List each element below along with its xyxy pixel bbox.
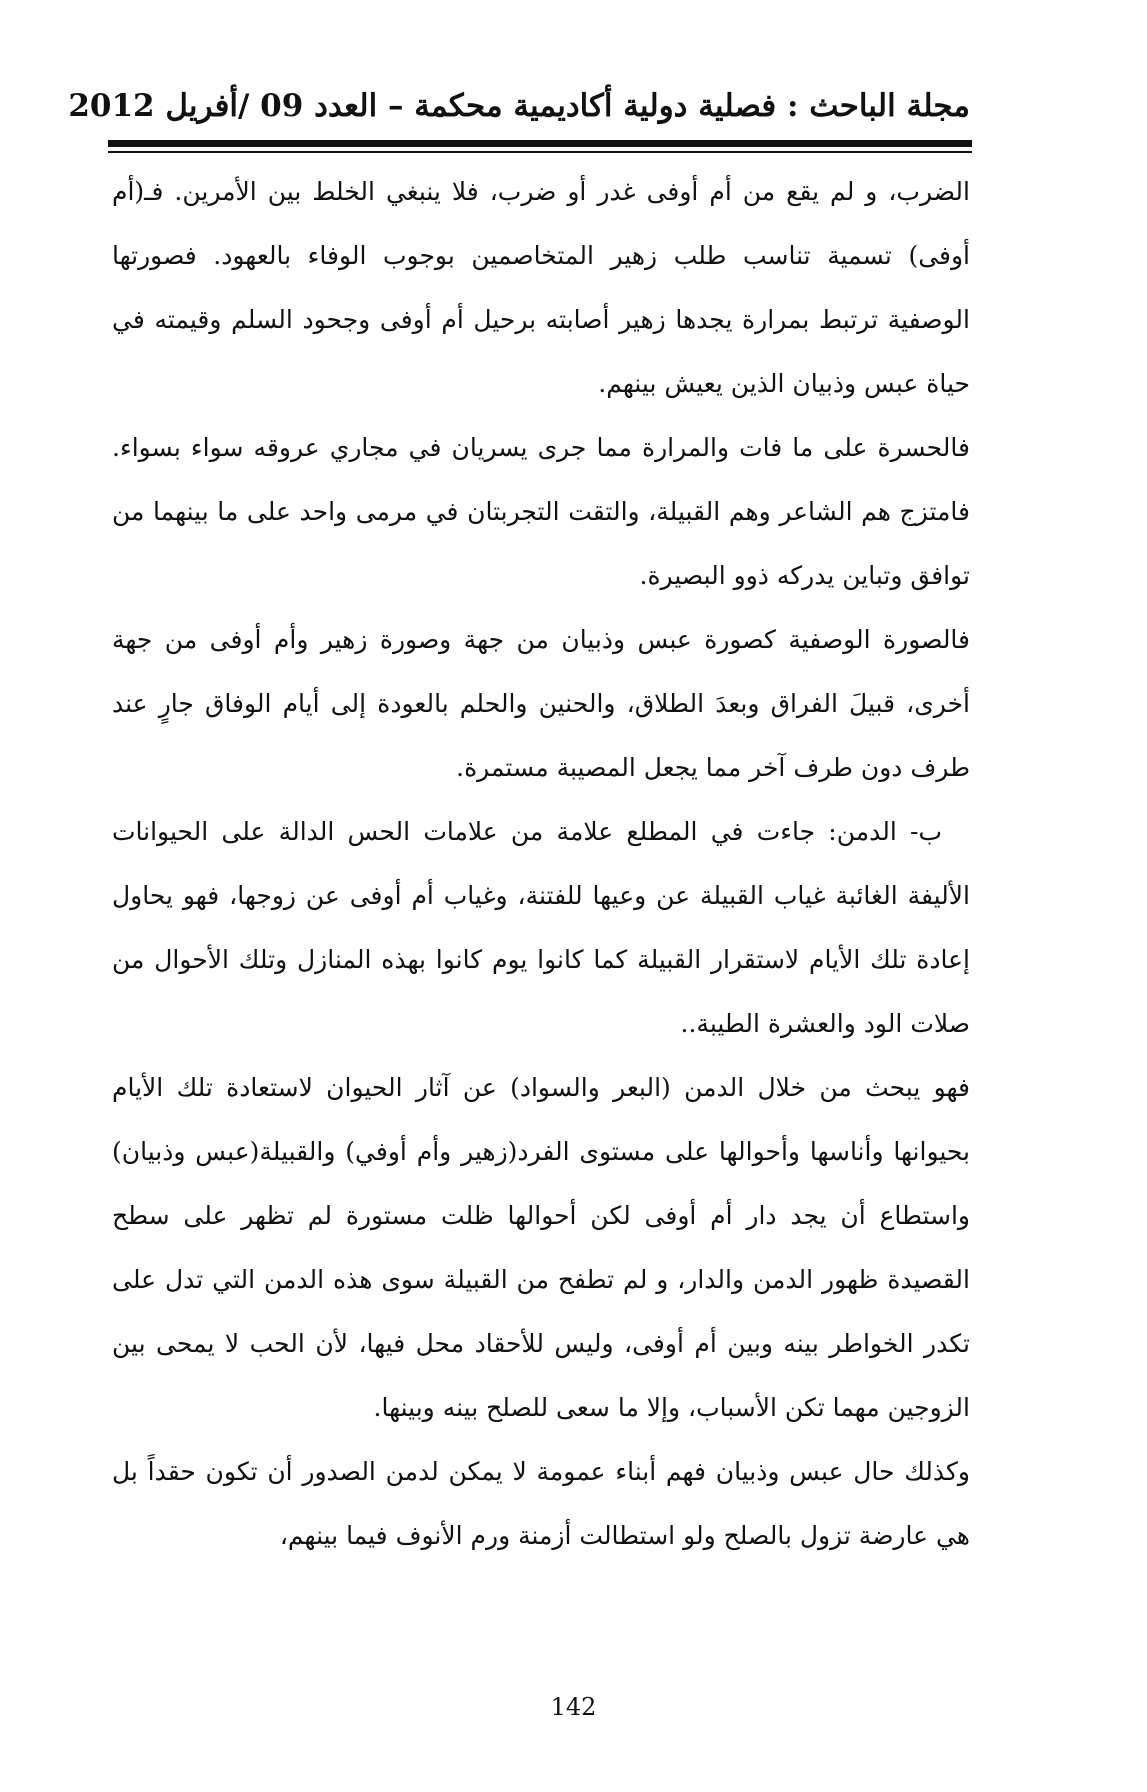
header-rule-thick — [108, 140, 972, 147]
paragraph: فالحسرة على ما فات والمرارة مما جرى يسريان في مجاري عروقه سواء بسواء. فامتزج هم الشاعر وهم القبيلة، والتقت التجربتان في مرمى واحد على ما بينهما من توافق وتباين يدركه ذوو البصيرة. — [112, 433, 970, 590]
paragraph: الضرب، و لم يقع من أم أوفى غدر أو ضرب، فلا ينبغي الخلط بين الأمرين. فـ(أم أوفى) تسمية تناسب طلب زهير المتخاصمين بوجوب الوفاء بالعهود. فصورتها الوصفية ترتبط بمرارة يجدها زهير أصابته برحيل أم أوفى وجحود السلم وقيمته في حياة عبس وذبيان الذين يعيش بينهم. — [112, 177, 970, 398]
body-text — [112, 160, 970, 1568]
journal-header: مجلة الباحث : فصلية دولية أكاديمية محكمة – العدد 09 /أفريل 2012 — [68, 88, 970, 124]
paragraph: وكذلك حال عبس وذبيان فهم أبناء عمومة لا يمكن لدمن الصدور أن تكون حقداً بل هي عارضة تزول بالصلح ولو استطالت أزمنة ورم الأنوف فيما بينهم، — [112, 1457, 970, 1550]
page-number: 142 — [550, 1693, 597, 1721]
paragraph: فهو يبحث من خلال الدمن (البعر والسواد) عن آثار الحيوان لاستعادة تلك الأيام بحيوانها وأناسها وأحوالها على مستوى الفرد(زهير وأم أوفي) والقبيلة(عبس وذبيان) واستطاع أن يجد دار أم أوفى لكن أحوالها ظلت مستورة لم تظهر على سطح القصيدة ظهور الدمن والدار، و لم تطفح من القبيلة سوى هذه الدمن التي تدل على تكدر الخواطر بينه وبين أم أوفى، وليس للأحقاد محل فيها، لأن الحب لا يمحى بين الزوجين مهما تكن الأسباب، وإلا ما سعى للصلح بينه وبينها. — [112, 1073, 970, 1422]
header-rule-thin — [108, 151, 972, 153]
paragraph-section-b: ب- الدمن: جاءت في المطلع علامة من علامات الحس الدالة على الحيوانات الأليفة الغائبة غياب القبيلة عن وعيها للفتنة، وغياب أم أوفى عن زوجها، فهو يحاول إعادة تلك الأيام لاستقرار القبيلة كما كانوا يوم كانوا بهذه المنازل وتلك الأحوال من صلات الود والعشرة الطيبة.. — [112, 817, 970, 1038]
paragraph: فالصورة الوصفية كصورة عبس وذبيان من جهة وصورة زهير وأم أوفى من جهة أخرى، قبيلَ الفراق وبعدَ الطلاق، والحنين والحلم بالعودة إلى أيام الوفاق جارٍ عند طرف دون طرف آخر مما يجعل المصيبة مستمرة. — [112, 625, 970, 782]
